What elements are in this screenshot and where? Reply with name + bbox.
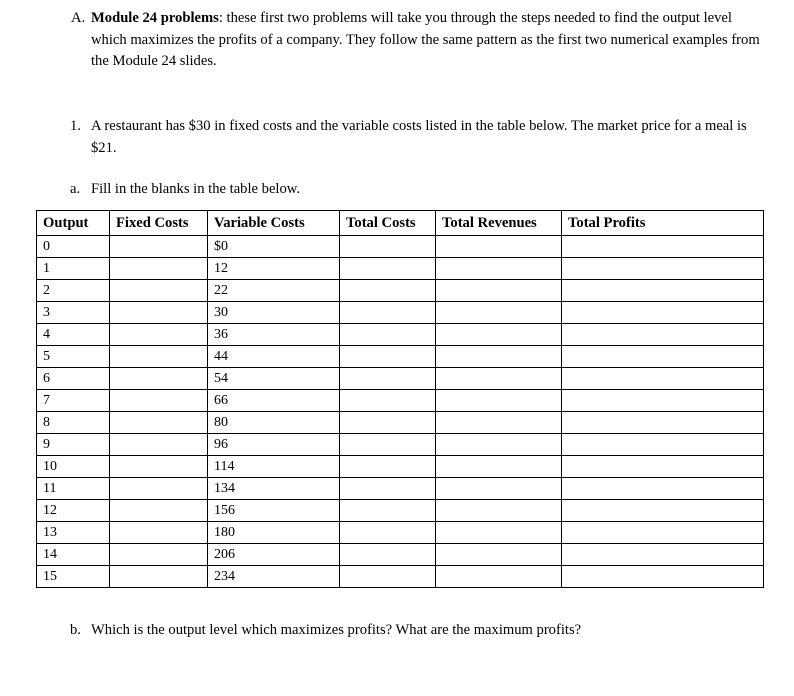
fixed-costs-cell xyxy=(110,324,208,346)
output-cell: 7 xyxy=(37,390,110,412)
output-cell: 12 xyxy=(37,500,110,522)
total-revenues-cell xyxy=(436,522,562,544)
total-profits-cell xyxy=(562,434,764,456)
output-cell: 14 xyxy=(37,544,110,566)
variable-costs-cell: 134 xyxy=(208,478,340,500)
variable-costs-cell: 234 xyxy=(208,566,340,588)
table-row xyxy=(37,456,764,478)
table-header-row xyxy=(37,211,764,236)
table-row xyxy=(37,412,764,434)
total-profits-cell xyxy=(562,368,764,390)
output-cell: 4 xyxy=(37,324,110,346)
variable-costs-cell: 156 xyxy=(208,500,340,522)
total-profits-cell xyxy=(562,280,764,302)
variable-costs-cell: 30 xyxy=(208,302,340,324)
output-cell: 15 xyxy=(37,566,110,588)
total-profits-cell xyxy=(562,500,764,522)
total-revenues-cell xyxy=(436,500,562,522)
part-a xyxy=(70,179,770,201)
part-b xyxy=(70,620,770,642)
table-row xyxy=(37,346,764,368)
total-revenues-cell xyxy=(436,258,562,280)
total-profits-cell xyxy=(562,412,764,434)
output-cell: 5 xyxy=(37,346,110,368)
fixed-costs-cell xyxy=(110,434,208,456)
output-cell: 3 xyxy=(37,302,110,324)
fixed-costs-cell xyxy=(110,412,208,434)
variable-costs-cell: 114 xyxy=(208,456,340,478)
total-revenues-cell xyxy=(436,280,562,302)
variable-costs-cell: 180 xyxy=(208,522,340,544)
total-costs-cell xyxy=(340,522,436,544)
variable-costs-cell: 22 xyxy=(208,280,340,302)
part-a-text: Fill in the blanks in the table below. xyxy=(91,181,301,197)
output-cell: 11 xyxy=(37,478,110,500)
fixed-costs-cell xyxy=(110,258,208,280)
header-total-revenues: Total Revenues xyxy=(436,211,562,236)
total-profits-cell xyxy=(562,258,764,280)
output-cell: 6 xyxy=(37,368,110,390)
fixed-costs-cell xyxy=(110,522,208,544)
table-row xyxy=(37,544,764,566)
section-a-title: Module 24 problems xyxy=(91,10,219,26)
part-b-text: Which is the output level which maximizes profits? What are the maximum profits? xyxy=(91,622,582,638)
total-revenues-cell xyxy=(436,544,562,566)
total-costs-cell xyxy=(340,544,436,566)
total-profits-cell xyxy=(562,566,764,588)
variable-costs-cell: 54 xyxy=(208,368,340,390)
table-row xyxy=(37,368,764,390)
fixed-costs-cell xyxy=(110,566,208,588)
total-revenues-cell xyxy=(436,566,562,588)
total-revenues-cell xyxy=(436,456,562,478)
total-revenues-cell xyxy=(436,236,562,258)
total-profits-cell xyxy=(562,390,764,412)
table-row xyxy=(37,500,764,522)
output-cell: 8 xyxy=(37,412,110,434)
problem-1 xyxy=(70,116,770,159)
section-a-intro xyxy=(71,8,771,73)
total-costs-cell xyxy=(340,434,436,456)
total-profits-cell xyxy=(562,478,764,500)
total-costs-cell xyxy=(340,478,436,500)
total-revenues-cell xyxy=(436,390,562,412)
table-row xyxy=(37,478,764,500)
section-a-text xyxy=(91,8,771,73)
total-profits-cell xyxy=(562,324,764,346)
part-b-marker: b. xyxy=(70,622,81,638)
header-fixed-costs: Fixed Costs xyxy=(110,211,208,236)
part-a-marker: a. xyxy=(70,181,81,197)
total-costs-cell xyxy=(340,566,436,588)
variable-costs-cell: 12 xyxy=(208,258,340,280)
total-profits-cell xyxy=(562,522,764,544)
total-profits-cell xyxy=(562,302,764,324)
section-a-marker: A. xyxy=(71,10,86,26)
total-costs-cell xyxy=(340,302,436,324)
total-revenues-cell xyxy=(436,302,562,324)
total-costs-cell xyxy=(340,456,436,478)
table-row xyxy=(37,236,764,258)
variable-costs-cell: 44 xyxy=(208,346,340,368)
output-cell: 13 xyxy=(37,522,110,544)
table-row xyxy=(37,258,764,280)
total-revenues-cell xyxy=(436,368,562,390)
total-costs-cell xyxy=(340,500,436,522)
cost-table xyxy=(36,210,764,588)
fixed-costs-cell xyxy=(110,280,208,302)
fixed-costs-cell xyxy=(110,500,208,522)
output-cell: 1 xyxy=(37,258,110,280)
fixed-costs-cell xyxy=(110,346,208,368)
fixed-costs-cell xyxy=(110,236,208,258)
output-cell: 10 xyxy=(37,456,110,478)
table-row xyxy=(37,280,764,302)
variable-costs-cell: 80 xyxy=(208,412,340,434)
header-total-profits: Total Profits xyxy=(562,211,764,236)
total-revenues-cell xyxy=(436,346,562,368)
total-revenues-cell xyxy=(436,478,562,500)
table-row xyxy=(37,566,764,588)
output-cell: 0 xyxy=(37,236,110,258)
total-costs-cell xyxy=(340,368,436,390)
variable-costs-cell: $0 xyxy=(208,236,340,258)
output-cell: 9 xyxy=(37,434,110,456)
problem-1-marker: 1. xyxy=(70,118,81,134)
total-profits-cell xyxy=(562,236,764,258)
output-cell: 2 xyxy=(37,280,110,302)
table-row xyxy=(37,302,764,324)
fixed-costs-cell xyxy=(110,390,208,412)
fixed-costs-cell xyxy=(110,478,208,500)
variable-costs-cell: 36 xyxy=(208,324,340,346)
table-row xyxy=(37,324,764,346)
header-total-costs: Total Costs xyxy=(340,211,436,236)
total-profits-cell xyxy=(562,456,764,478)
fixed-costs-cell xyxy=(110,544,208,566)
total-costs-cell xyxy=(340,324,436,346)
table-row xyxy=(37,434,764,456)
total-costs-cell xyxy=(340,390,436,412)
fixed-costs-cell xyxy=(110,302,208,324)
variable-costs-cell: 206 xyxy=(208,544,340,566)
total-profits-cell xyxy=(562,544,764,566)
fixed-costs-cell xyxy=(110,456,208,478)
problem-1-text: A restaurant has $30 in fixed costs and the variable costs listed in the table below. The market price for a meal is $21. xyxy=(91,118,747,156)
fixed-costs-cell xyxy=(110,368,208,390)
total-revenues-cell xyxy=(436,324,562,346)
header-output: Output xyxy=(37,211,110,236)
table-body xyxy=(37,236,764,588)
header-variable-costs: Variable Costs xyxy=(208,211,340,236)
total-revenues-cell xyxy=(436,412,562,434)
section-a-body: : these first two problems will take you through the steps needed to find the output level which maximizes the profits of a company. They follow the same pattern as the first two numerical examples from the Module 24 slides. xyxy=(91,10,760,69)
variable-costs-cell: 96 xyxy=(208,434,340,456)
table-row xyxy=(37,390,764,412)
total-costs-cell xyxy=(340,346,436,368)
total-costs-cell xyxy=(340,280,436,302)
total-costs-cell xyxy=(340,258,436,280)
total-revenues-cell xyxy=(436,434,562,456)
variable-costs-cell: 66 xyxy=(208,390,340,412)
table-row xyxy=(37,522,764,544)
total-costs-cell xyxy=(340,236,436,258)
total-costs-cell xyxy=(340,412,436,434)
total-profits-cell xyxy=(562,346,764,368)
